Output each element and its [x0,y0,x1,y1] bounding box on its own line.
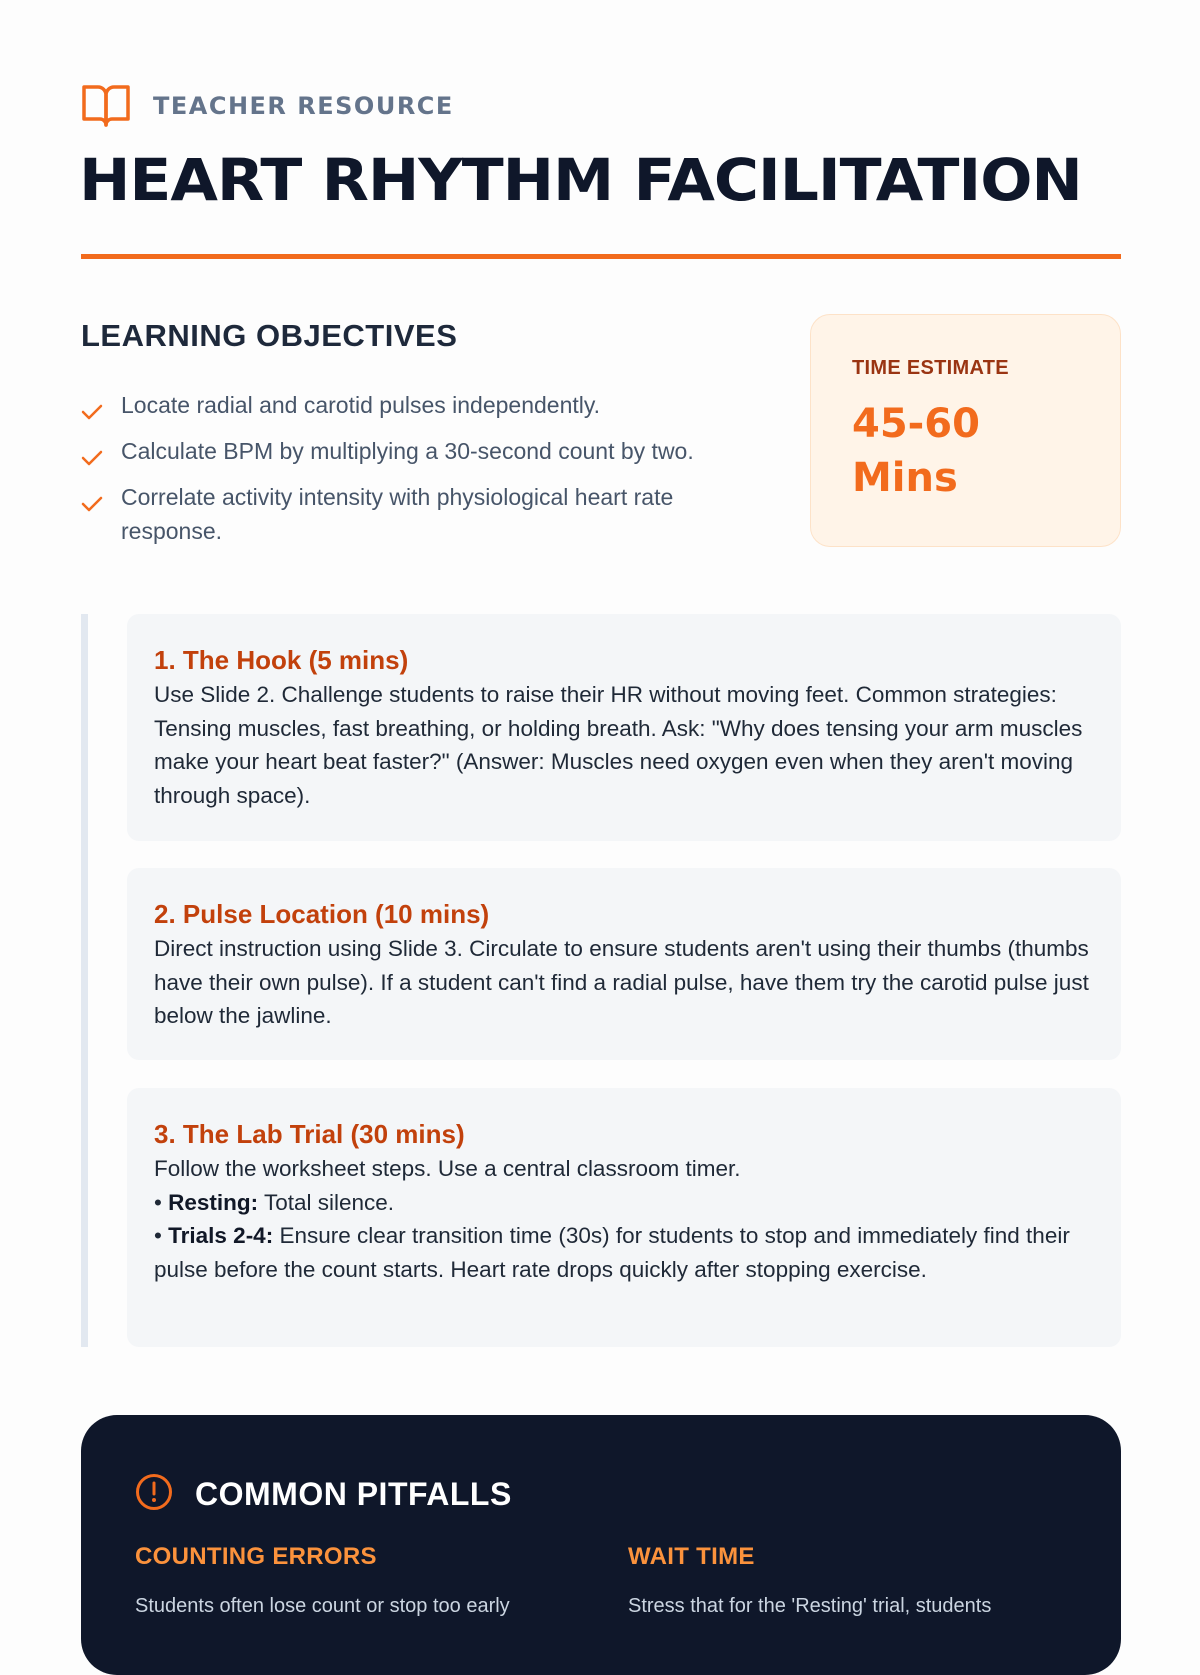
step-bullet: • Resting: Total silence. [154,1189,395,1215]
step-body: Direct instruction using Slide 3. Circulate to ensure students aren't using their thumbs (thumbs have their own pulse). If a student can't find a radial pulse, have them try the carotid pulse just below the jawline. [154,936,1089,1028]
objectives-list [81,388,741,560]
check-icon [81,488,103,522]
steps-timeline-rail [81,614,88,1347]
pitfall-body: Stress that for the 'Resting' trial, students [628,1595,992,1617]
eyebrow [81,82,454,130]
time-estimate-label: TIME ESTIMATE [852,357,1009,379]
step-body [154,1152,1095,1286]
step-body: Use Slide 2. Challenge students to raise their HR without moving feet. Common strategies: Tensing muscles, fast breathing, or holding breath. Ask: "Why does tensing your arm muscles make your heart beat faster?" (Answer: Muscles need oxygen even when they aren't moving through space). [154,682,1083,808]
eyebrow-label: TEACHER RESOURCE [153,92,454,120]
objective-item [81,480,741,548]
pitfall-title: COUNTING ERRORS [135,1543,377,1570]
objective-item [81,434,741,468]
step-title: 1. The Hook (5 mins) [154,645,409,675]
check-icon [81,396,103,430]
bullet-text: Ensure clear transition time (30s) for students to stop and immediately find their pulse before the count starts. Heart rate drops quickly after stopping exercise. [154,1223,1070,1282]
step-card [127,868,1121,1060]
check-icon [81,442,103,476]
objective-item [81,388,741,422]
pitfall-title: WAIT TIME [628,1543,755,1570]
step-card [127,1088,1121,1347]
time-estimate-value: 45-60 Mins [852,401,980,501]
objective-text: Calculate BPM by multiplying a 30-second count by two. [121,438,694,464]
pitfall-body: Students often lose count or stop too early [135,1595,510,1617]
open-book-icon [81,83,131,129]
time-estimate-card [810,314,1121,547]
bullet-label: Resting: [168,1189,259,1215]
objective-text: Locate radial and carotid pulses independently. [121,392,601,418]
step-title: 2. Pulse Location (10 mins) [154,899,490,929]
step-intro: Follow the worksheet steps. Use a central classroom timer. [154,1156,741,1181]
pitfalls-header [135,1473,512,1516]
step-title: 3. The Lab Trial (30 mins) [154,1119,465,1149]
objective-text: Correlate activity intensity with physiological heart rate response. [121,484,674,544]
objectives-heading: LEARNING OBJECTIVES [81,318,458,353]
common-pitfalls-panel [81,1415,1121,1675]
alert-circle-icon [135,1473,173,1516]
bullet-text: Total silence. [258,1189,395,1215]
step-card [127,614,1121,841]
bullet-label: Trials 2-4: [168,1223,274,1248]
step-bullet: • Trials 2-4: Ensure clear transition time (30s) for students to stop and immediately find their pulse before the count starts. Heart rate drops quickly after stopping exercise. [154,1223,1070,1282]
page-title: HEART RHYTHM FACILITATION [79,146,1082,214]
title-divider [81,254,1121,259]
pitfalls-heading: COMMON PITFALLS [195,1476,512,1512]
